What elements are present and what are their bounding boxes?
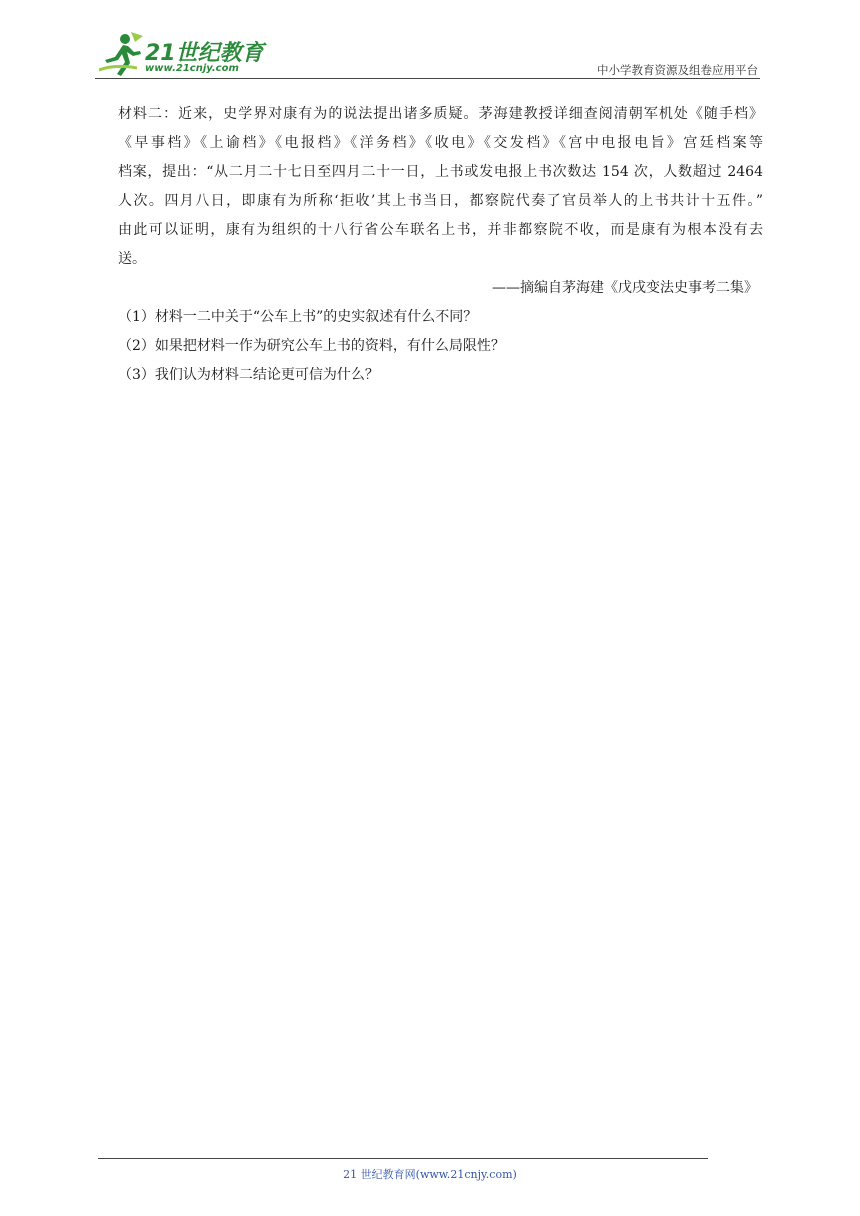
document-body [118,100,763,390]
header-platform-name: 中小学教育资源及组卷应用平台 [597,63,758,77]
paragraph-line: 材料二：近来，史学界对康有为的说法提出诸多质疑。茅海建教授详细查阅清朝军机处《随手档》 [118,106,763,122]
question-1: （1）材料一二中关于“公车上书”的史实叙述有什么不同？ [118,309,478,325]
paragraph-line: 《早事档》《上谕档》《电报档》《洋务档》《收电》《交发档》《宫中电报电旨》宫廷档案等 [118,135,763,151]
paragraph-line: 送。 [118,251,146,267]
question-3: （3）我们认为材料二结论更可信为什么？ [118,367,379,383]
footer-divider [98,1158,708,1159]
paragraph-line: 由此可以证明，康有为组织的十八行省公车联名上书，并非都察院不收，而是康有为根本没有去 [118,222,763,238]
page-header [95,30,760,80]
material-two-paragraph [118,100,763,274]
logo [95,30,265,78]
logo-url: www.21cnjy.com [145,63,239,74]
paragraph-line: 人次。四月八日，即康有为所称‘拒收’其上书当日，都察院代奏了官员举人的上书共计十五件。” [118,193,763,209]
paragraph-line: 档案，提出：“从二月二十七日至四月二十一日，上书或发电报上书次数达 154 次，人数超过 2464 [118,164,763,180]
header-divider [95,78,760,79]
citation: ——摘编自茅海建《戊戌变法史事考二集》 [492,280,758,296]
footer-text: 21 世纪教育网(www.21cnjy.com) [343,1168,517,1181]
runner-logo-icon [95,30,147,78]
question-2: （2）如果把材料一作为研究公车上书的资料，有什么局限性？ [118,338,505,354]
logo-text: 21世纪教育 [145,41,264,66]
